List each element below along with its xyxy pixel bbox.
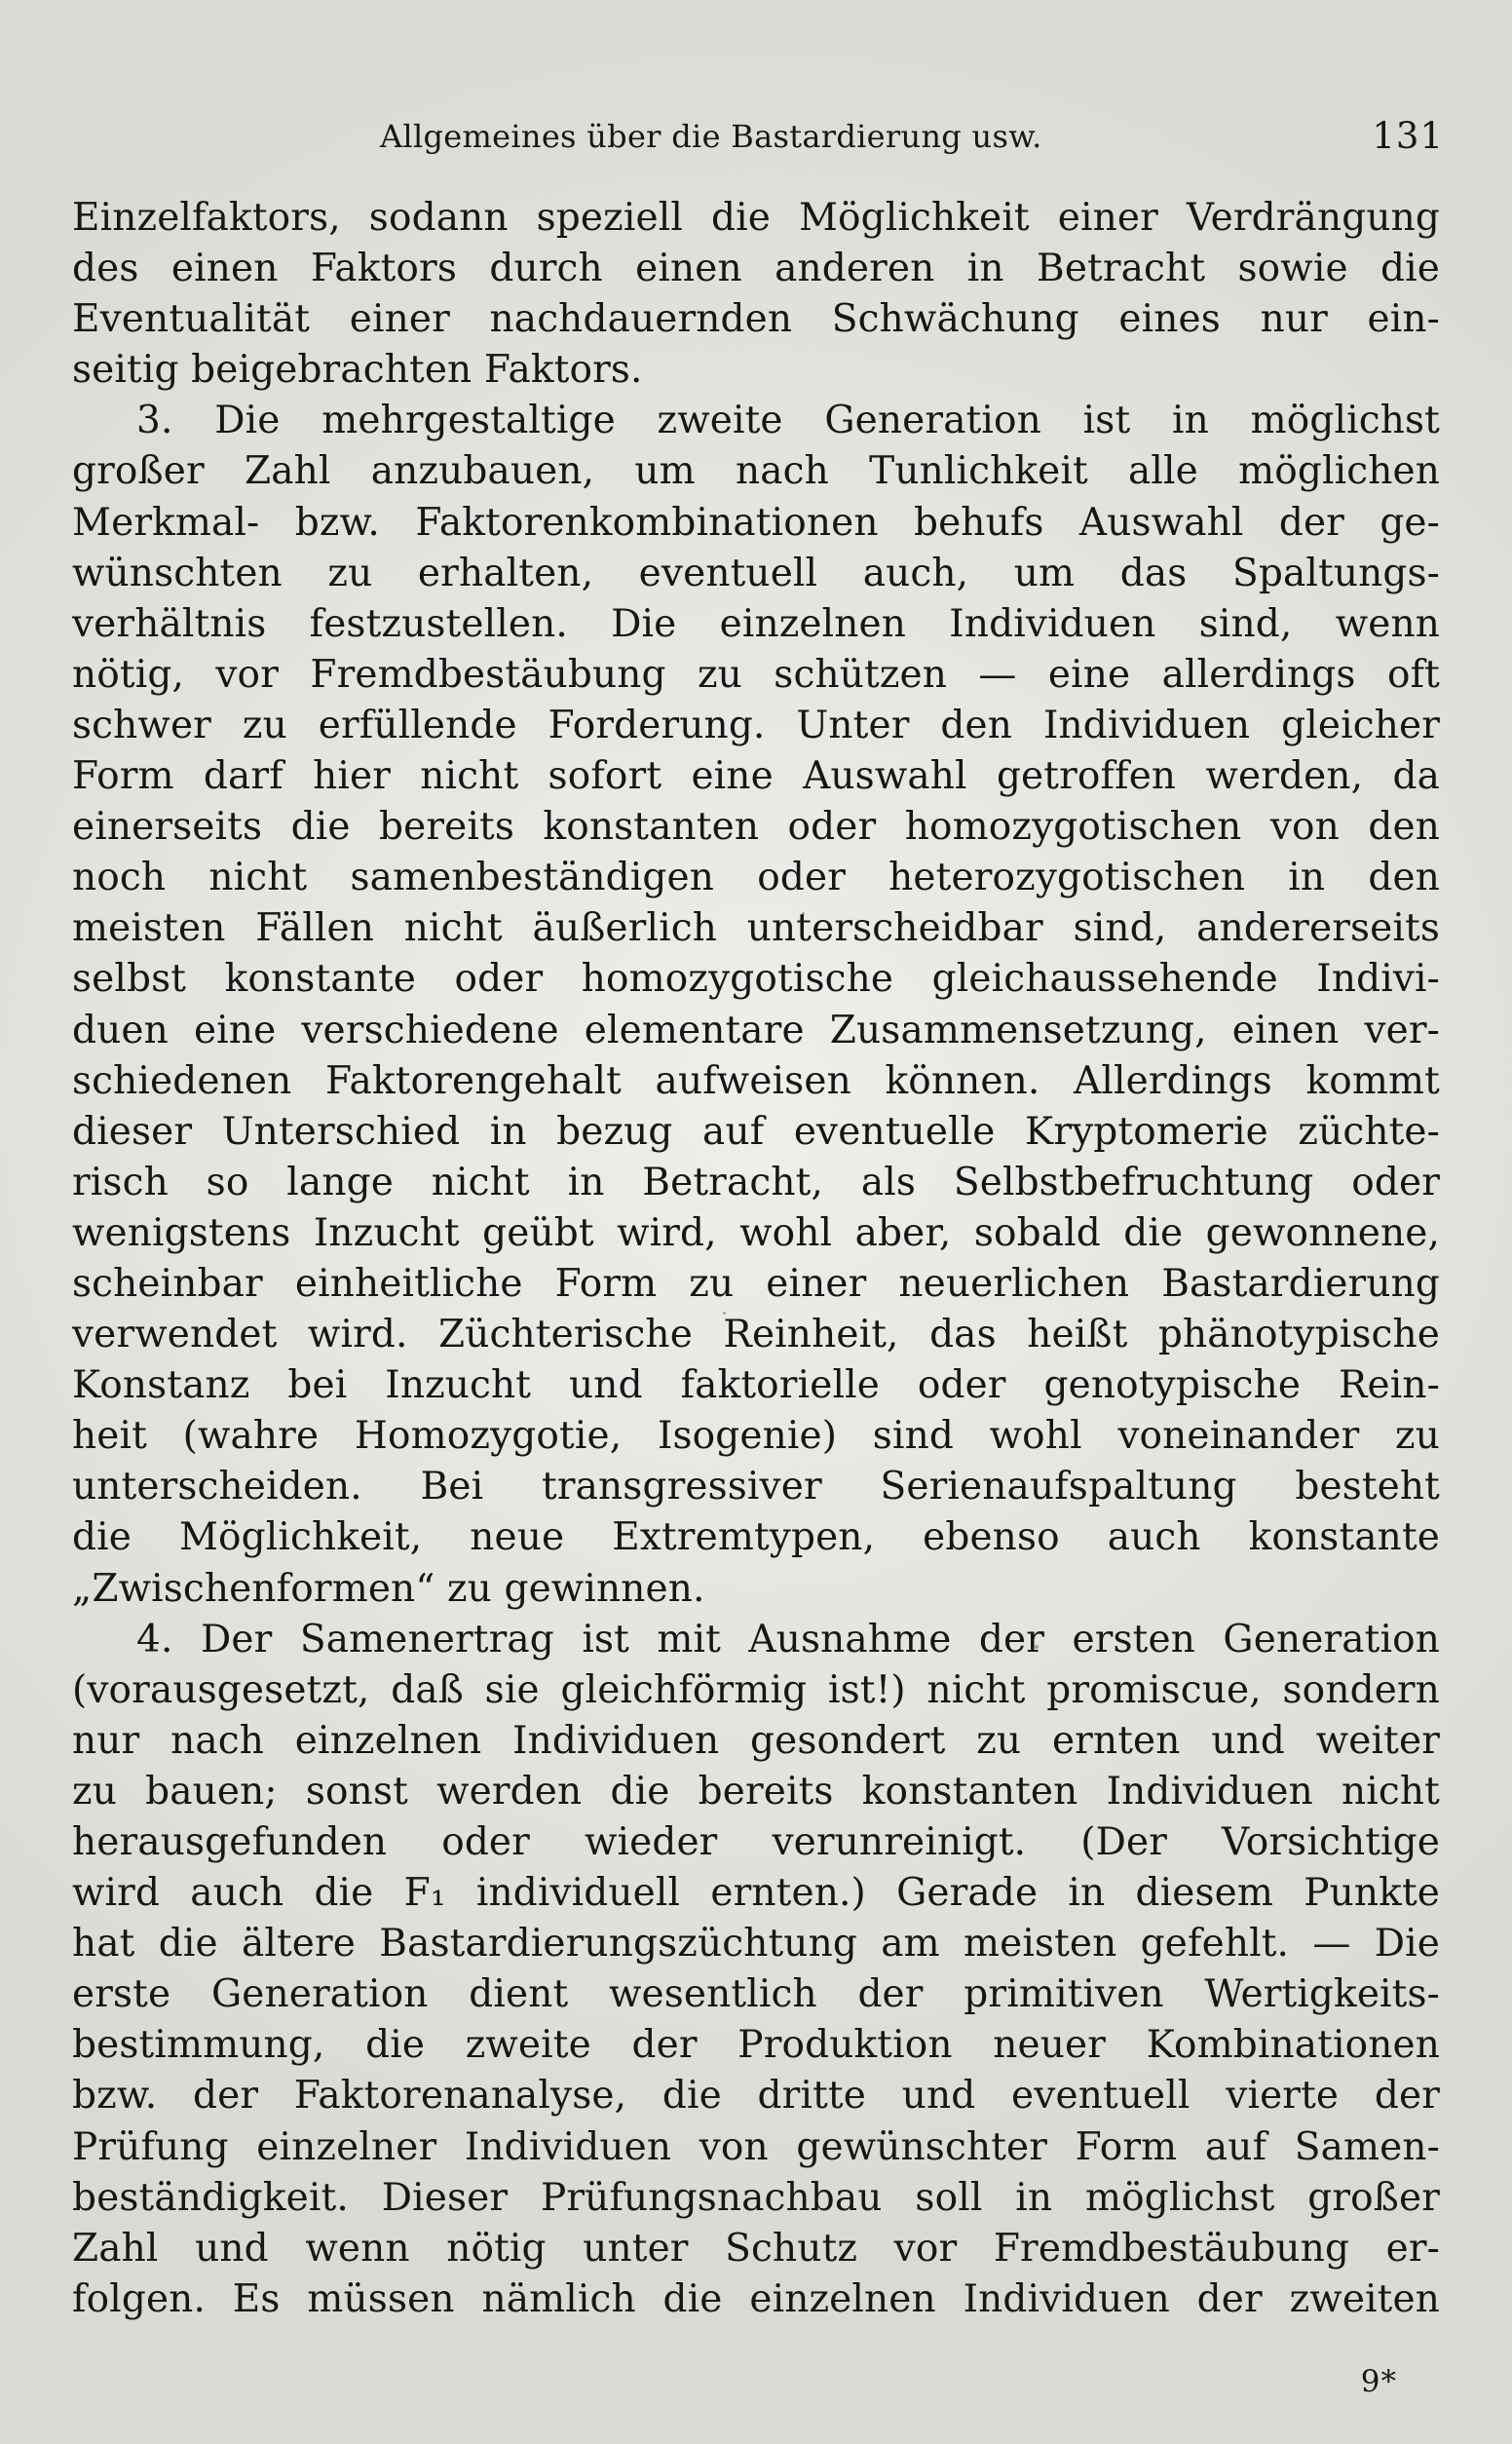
- paper-speck: [723, 1312, 726, 1315]
- text-line: Konstanz bei Inzucht und faktorielle oder genotypische Rein-: [72, 1363, 1440, 1408]
- text-line: des einen Faktors durch einen anderen in Betracht sowie die: [72, 247, 1440, 291]
- text-line: folgen. Es müssen nämlich die einzelnen Individuen der zweiten: [72, 2276, 1440, 2321]
- text-line: bzw. der Faktorenanalyse, die dritte und eventuell vierte der: [72, 2074, 1440, 2119]
- running-title: Allgemeines über die Bastardierung usw.: [380, 118, 1042, 155]
- text-line: scheinbar einheitliche Form zu einer neuerlichen Bastardierung: [72, 1261, 1440, 1306]
- text-line: verhältnis festzustellen. Die einzelnen Individuen sind, wenn: [72, 601, 1440, 646]
- printer-signature-mark: 9*: [1360, 2364, 1397, 2399]
- page-number: 131: [1372, 115, 1444, 157]
- text-line: nur nach einzelnen Individuen gesondert zu ernten und weiter: [72, 1718, 1440, 1763]
- text-line: selbst konstante oder homozygotische gleichaussehende Indivi-: [72, 957, 1440, 1002]
- text-line: (vorausgesetzt, daß sie gleichförmig ist!) nicht promiscue, sondern: [72, 1667, 1440, 1712]
- text-line: heit (wahre Homozygotie, Isogenie) sind wohl voneinander zu: [72, 1414, 1440, 1459]
- text-line: Eventualität einer nachdauernden Schwächung eines nur ein-: [72, 297, 1440, 342]
- text-line: verwendet wird. Züchterische Reinheit, das heißt phänotypische: [72, 1313, 1440, 1357]
- text-line: noch nicht samenbeständigen oder heterozygotischen in den: [72, 856, 1440, 900]
- text-line: großer Zahl anzubauen, um nach Tunlichkeit alle möglichen: [72, 449, 1440, 494]
- text-line: nötig, vor Fremdbestäubung zu schützen — eine allerdings oft: [72, 652, 1440, 697]
- text-line: 4. Der Samenertrag ist mit Ausnahme der ersten Generation: [136, 1617, 1440, 1661]
- text-line: 3. Die mehrgestaltige zweite Generation ist in möglichst: [136, 399, 1440, 443]
- page-header: [70, 109, 1444, 164]
- text-line: einerseits die bereits konstanten oder homozygotischen von den: [72, 805, 1440, 850]
- text-line: beständigkeit. Dieser Prüfungsnachbau soll in möglichst großer: [72, 2175, 1440, 2220]
- text-line: herausgefunden oder wieder verunreinigt. (Der Vorsichtige: [72, 1820, 1440, 1864]
- text-line: Prüfung einzelner Individuen von gewünschter Form auf Samen-: [72, 2124, 1440, 2169]
- text-line: Merkmal- bzw. Faktorenkombinationen behufs Auswahl der ge-: [72, 500, 1440, 545]
- text-line: dieser Unterschied in bezug auf eventuelle Kryptomerie züchte-: [72, 1109, 1440, 1154]
- text-line: unterscheiden. Bei transgressiver Serienaufspaltung besteht: [72, 1465, 1440, 1509]
- text-line: erste Generation dient wesentlich der primitiven Wertigkeits-: [72, 1972, 1440, 2017]
- text-line: wird auch die F₁ individuell ernten.) Gerade in diesem Punkte: [72, 1871, 1440, 1916]
- paper-speck: [1035, 1645, 1039, 1649]
- text-line: wenigstens Inzucht geübt wird, wohl aber, sobald die gewonnene,: [72, 1210, 1440, 1255]
- text-line: die Möglichkeit, neue Extremtypen, ebenso auch konstante: [72, 1515, 1440, 1560]
- text-line: Zahl und wenn nötig unter Schutz vor Fremdbestäubung er-: [72, 2226, 1440, 2271]
- text-line: schwer zu erfüllende Forderung. Unter den Individuen gleicher: [72, 703, 1440, 747]
- paper-speck: [802, 912, 805, 915]
- text-line: bestimmung, die zweite der Produktion neuer Kombinationen: [72, 2023, 1440, 2068]
- text-line: Form darf hier nicht sofort eine Auswahl getroffen werden, da: [72, 754, 1440, 799]
- text-line: Einzelfaktors, sodann speziell die Möglichkeit einer Verdrängung: [72, 196, 1440, 240]
- text-line: „Zwischenformen“ zu gewinnen.: [72, 1566, 705, 1611]
- text-line: wünschten zu erhalten, eventuell auch, um das Spaltungs-: [72, 551, 1440, 595]
- text-line: hat die ältere Bastardierungszüchtung am meisten gefehlt. — Die: [72, 1922, 1440, 1967]
- text-line: schiedenen Faktorengehalt aufweisen können. Allerdings kommt: [72, 1058, 1440, 1103]
- body-text: [72, 193, 1440, 2325]
- text-line: risch so lange nicht in Betracht, als Selbstbefruchtung oder: [72, 1160, 1440, 1204]
- text-line: meisten Fällen nicht äußerlich unterscheidbar sind, andererseits: [72, 906, 1440, 951]
- text-line: duen eine verschiedene elementare Zusammensetzung, einen ver-: [72, 1008, 1440, 1052]
- text-line: zu bauen; sonst werden die bereits konstanten Individuen nicht: [72, 1769, 1440, 1814]
- text-line: seitig beigebrachten Faktors.: [72, 348, 643, 393]
